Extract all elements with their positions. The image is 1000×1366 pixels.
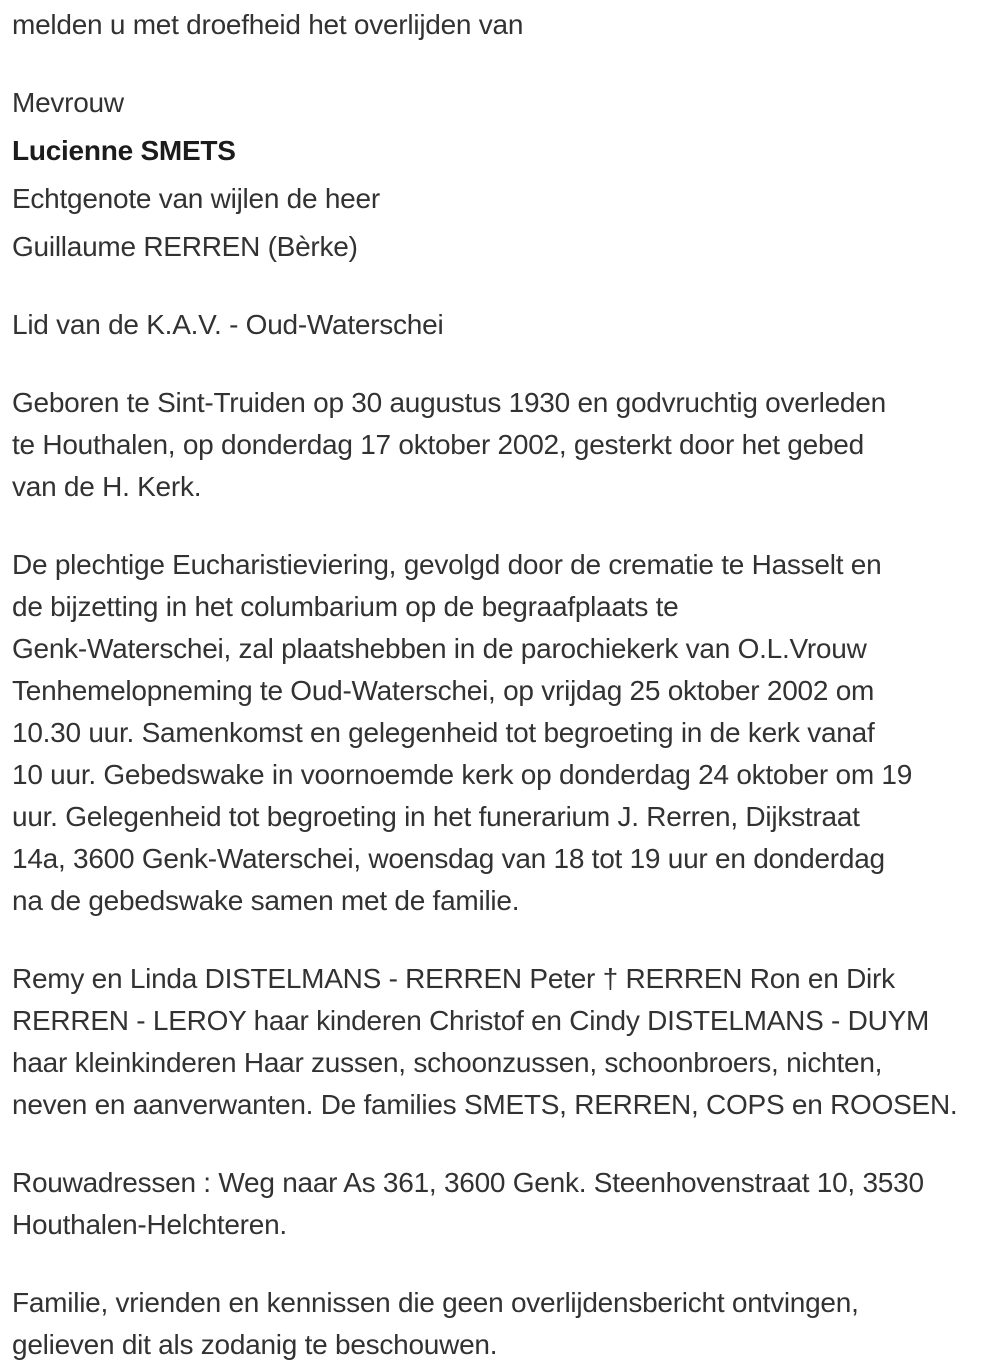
spouse-intro: Echtgenote van wijlen de heer [12,183,380,214]
mourning-addresses-paragraph: Rouwadressen : Weg naar As 361, 3600 Genk. Steenhovenstraat 10, 3530 Houthalen-Helchteren. [12,1167,924,1240]
death-announcement-page [12,4,990,1366]
closing-paragraph: Familie, vrienden en kennissen die geen overlijdensbericht ontvingen, gelieven dit als zodanig te beschouwen. [12,1287,859,1360]
salutation: Mevrouw [12,87,124,118]
spouse-name: Guillaume RERREN (Bèrke) [12,231,358,262]
deceased-name: Lucienne SMETS [12,135,236,166]
family-paragraph: Remy en Linda DISTELMANS - RERREN Peter † RERREN Ron en Dirk RERREN - LEROY haar kinderen Christof en Cindy DISTELMANS - DUYM haar kleinkinderen Haar zussen, schoonzussen, schoonbroers, nichten, neven en aanverwanten. De families SMETS, RERREN, COPS en ROOSEN. [12,963,958,1120]
service-paragraph: De plechtige Eucharistieviering, gevolgd door de crematie te Hasselt en de bijzetting in het columbarium op de begraafplaats te Genk-Waterschei, zal plaatshebben in de parochiekerk van O.L.Vrouw Tenhemelopneming te Oud-Waterschei, op vrijdag 25 oktober 2002 om 10.30 uur. Samenkomst en gelegenheid tot begroeting in de kerk vanaf 10 uur. Gebedswake in voornoemde kerk op donderdag 24 oktober om 19 uur. Gelegenheid tot begroeting in het funerarium J. Rerren, Dijkstraat 14a, 3600 Genk-Waterschei, woensdag van 18 tot 19 uur en donderdag na de gebedswake samen met de familie. [12,549,913,916]
intro-line: melden u met droefheid het overlijden van [12,9,524,40]
birth-death-paragraph: Geboren te Sint-Truiden op 30 augustus 1930 en godvruchtig overleden te Houthalen, op donderdag 17 oktober 2002, gesterkt door het gebed van de H. Kerk. [12,387,886,502]
membership-line: Lid van de K.A.V. - Oud-Waterschei [12,309,444,340]
